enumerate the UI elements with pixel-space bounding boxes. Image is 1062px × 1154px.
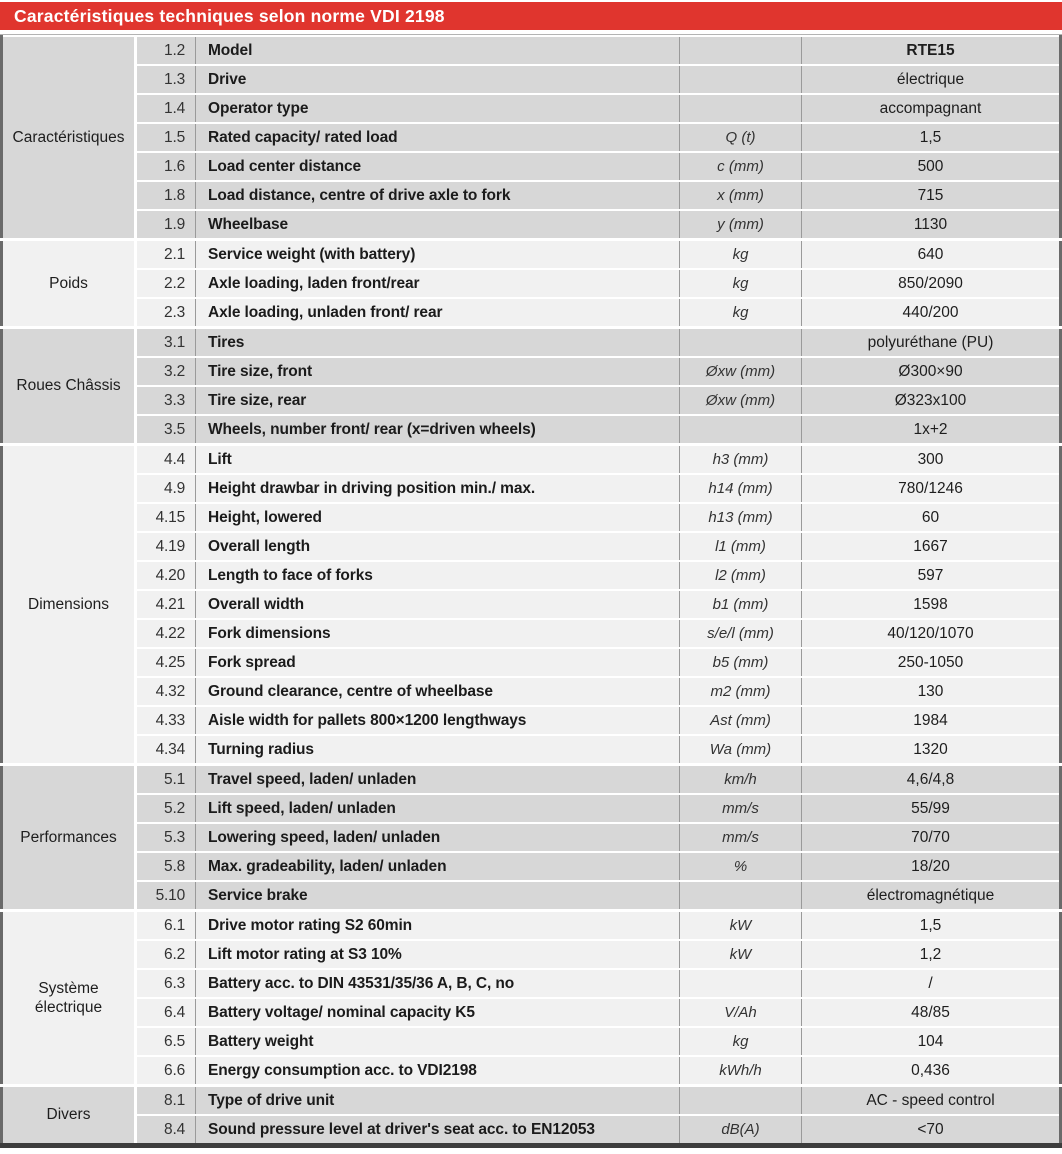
table-row bbox=[2, 881, 1061, 911]
value-cell: 1984 bbox=[802, 706, 1061, 735]
unit-cell bbox=[680, 36, 802, 65]
row-number-cell: 5.2 bbox=[136, 794, 196, 823]
description-cell: Axle loading, unladen front/ rear bbox=[196, 298, 680, 328]
description-cell: Wheelbase bbox=[196, 210, 680, 240]
unit-cell bbox=[680, 969, 802, 998]
value-cell: 1,5 bbox=[802, 911, 1061, 941]
value-cell: Ø300×90 bbox=[802, 357, 1061, 386]
row-number-cell: 4.34 bbox=[136, 735, 196, 765]
row-number-cell: 2.1 bbox=[136, 240, 196, 270]
row-number-cell: 4.19 bbox=[136, 532, 196, 561]
description-cell: Overall width bbox=[196, 590, 680, 619]
description-cell: Lowering speed, laden/ unladen bbox=[196, 823, 680, 852]
unit-cell: h14 (mm) bbox=[680, 474, 802, 503]
row-number-cell: 6.2 bbox=[136, 940, 196, 969]
row-number-cell: 4.25 bbox=[136, 648, 196, 677]
description-cell: Drive motor rating S2 60min bbox=[196, 911, 680, 941]
table-row bbox=[2, 532, 1061, 561]
row-number-cell: 6.3 bbox=[136, 969, 196, 998]
row-number-cell: 4.4 bbox=[136, 445, 196, 475]
row-number-cell: 1.9 bbox=[136, 210, 196, 240]
table-row bbox=[2, 1027, 1061, 1056]
unit-cell: kW bbox=[680, 911, 802, 941]
unit-cell: m2 (mm) bbox=[680, 677, 802, 706]
table-row bbox=[2, 94, 1061, 123]
description-cell: Model bbox=[196, 36, 680, 65]
value-cell: 1598 bbox=[802, 590, 1061, 619]
row-number-cell: 8.1 bbox=[136, 1086, 196, 1116]
table-row bbox=[2, 1115, 1061, 1146]
unit-cell: dB(A) bbox=[680, 1115, 802, 1146]
table-row bbox=[2, 328, 1061, 358]
row-number-cell: 4.32 bbox=[136, 677, 196, 706]
description-cell: Fork dimensions bbox=[196, 619, 680, 648]
table-row bbox=[2, 794, 1061, 823]
description-cell: Turning radius bbox=[196, 735, 680, 765]
table-row bbox=[2, 269, 1061, 298]
description-cell: Tires bbox=[196, 328, 680, 358]
datasheet-title-bar bbox=[0, 2, 1062, 30]
unit-cell: mm/s bbox=[680, 823, 802, 852]
table-row bbox=[2, 619, 1061, 648]
unit-cell: kg bbox=[680, 1027, 802, 1056]
description-cell: Travel speed, laden/ unladen bbox=[196, 765, 680, 795]
row-number-cell: 6.5 bbox=[136, 1027, 196, 1056]
description-cell: Ground clearance, centre of wheelbase bbox=[196, 677, 680, 706]
description-cell: Axle loading, laden front/rear bbox=[196, 269, 680, 298]
row-number-cell: 2.2 bbox=[136, 269, 196, 298]
row-number-cell: 4.33 bbox=[136, 706, 196, 735]
page-title: Caractéristiques techniques selon norme VDI 2198 bbox=[14, 5, 445, 26]
row-number-cell: 6.6 bbox=[136, 1056, 196, 1086]
row-number-cell: 1.4 bbox=[136, 94, 196, 123]
value-cell: électromagnétique bbox=[802, 881, 1061, 911]
value-cell: AC - speed control bbox=[802, 1086, 1061, 1116]
table-row bbox=[2, 415, 1061, 445]
value-cell: 250-1050 bbox=[802, 648, 1061, 677]
description-cell: Overall length bbox=[196, 532, 680, 561]
unit-cell: Q (t) bbox=[680, 123, 802, 152]
row-number-cell: 5.10 bbox=[136, 881, 196, 911]
unit-cell bbox=[680, 94, 802, 123]
table-row bbox=[2, 969, 1061, 998]
row-number-cell: 5.1 bbox=[136, 765, 196, 795]
table-row bbox=[2, 590, 1061, 619]
row-number-cell: 1.2 bbox=[136, 36, 196, 65]
value-cell: 440/200 bbox=[802, 298, 1061, 328]
table-row bbox=[2, 36, 1061, 65]
description-cell: Tire size, rear bbox=[196, 386, 680, 415]
table-row bbox=[2, 940, 1061, 969]
unit-cell bbox=[680, 881, 802, 911]
row-number-cell: 4.9 bbox=[136, 474, 196, 503]
table-row bbox=[2, 561, 1061, 590]
value-cell: 1667 bbox=[802, 532, 1061, 561]
value-cell: 1,5 bbox=[802, 123, 1061, 152]
row-number-cell: 3.2 bbox=[136, 357, 196, 386]
table-row bbox=[2, 152, 1061, 181]
unit-cell: l1 (mm) bbox=[680, 532, 802, 561]
description-cell: Sound pressure level at driver's seat acc. to EN12053 bbox=[196, 1115, 680, 1146]
table-row bbox=[2, 240, 1061, 270]
description-cell: Tire size, front bbox=[196, 357, 680, 386]
table-row bbox=[2, 123, 1061, 152]
row-number-cell: 2.3 bbox=[136, 298, 196, 328]
value-cell: électrique bbox=[802, 65, 1061, 94]
description-cell: Lift motor rating at S3 10% bbox=[196, 940, 680, 969]
unit-cell bbox=[680, 65, 802, 94]
row-number-cell: 1.6 bbox=[136, 152, 196, 181]
unit-cell: Øxw (mm) bbox=[680, 386, 802, 415]
row-number-cell: 3.3 bbox=[136, 386, 196, 415]
value-cell: 715 bbox=[802, 181, 1061, 210]
description-cell: Lift bbox=[196, 445, 680, 475]
table-row bbox=[2, 445, 1061, 475]
unit-cell: x (mm) bbox=[680, 181, 802, 210]
description-cell: Drive bbox=[196, 65, 680, 94]
unit-cell bbox=[680, 415, 802, 445]
unit-cell: kg bbox=[680, 240, 802, 270]
description-cell: Height drawbar in driving position min./ max. bbox=[196, 474, 680, 503]
section-label: Divers bbox=[2, 1086, 136, 1146]
row-number-cell: 1.3 bbox=[136, 65, 196, 94]
row-number-cell: 5.8 bbox=[136, 852, 196, 881]
table-row bbox=[2, 386, 1061, 415]
value-cell: 40/120/1070 bbox=[802, 619, 1061, 648]
table-row bbox=[2, 210, 1061, 240]
value-cell: 0,436 bbox=[802, 1056, 1061, 1086]
description-cell: Service weight (with battery) bbox=[196, 240, 680, 270]
table-row bbox=[2, 503, 1061, 532]
description-cell: Battery acc. to DIN 43531/35/36 A, B, C, no bbox=[196, 969, 680, 998]
value-cell: 780/1246 bbox=[802, 474, 1061, 503]
description-cell: Type of drive unit bbox=[196, 1086, 680, 1116]
table-row bbox=[2, 298, 1061, 328]
value-cell: RTE15 bbox=[802, 36, 1061, 65]
unit-cell: Øxw (mm) bbox=[680, 357, 802, 386]
table-row bbox=[2, 706, 1061, 735]
description-cell: Load center distance bbox=[196, 152, 680, 181]
table-row bbox=[2, 648, 1061, 677]
section-label: Caractéristiques bbox=[2, 36, 136, 240]
value-cell: 500 bbox=[802, 152, 1061, 181]
table-row bbox=[2, 823, 1061, 852]
row-number-cell: 4.22 bbox=[136, 619, 196, 648]
description-cell: Aisle width for pallets 800×1200 lengthways bbox=[196, 706, 680, 735]
table-row bbox=[2, 1086, 1061, 1116]
value-cell: 1130 bbox=[802, 210, 1061, 240]
table-row bbox=[2, 181, 1061, 210]
value-cell: 70/70 bbox=[802, 823, 1061, 852]
description-cell: Fork spread bbox=[196, 648, 680, 677]
value-cell: polyuréthane (PU) bbox=[802, 328, 1061, 358]
description-cell: Service brake bbox=[196, 881, 680, 911]
table-row bbox=[2, 998, 1061, 1027]
value-cell: 130 bbox=[802, 677, 1061, 706]
row-number-cell: 5.3 bbox=[136, 823, 196, 852]
section-label: Système électrique bbox=[2, 911, 136, 1086]
table-row bbox=[2, 735, 1061, 765]
unit-cell bbox=[680, 328, 802, 358]
row-number-cell: 1.8 bbox=[136, 181, 196, 210]
table-row bbox=[2, 474, 1061, 503]
table-row bbox=[2, 852, 1061, 881]
unit-cell: y (mm) bbox=[680, 210, 802, 240]
value-cell: 48/85 bbox=[802, 998, 1061, 1027]
description-cell: Max. gradeability, laden/ unladen bbox=[196, 852, 680, 881]
unit-cell: b1 (mm) bbox=[680, 590, 802, 619]
unit-cell: mm/s bbox=[680, 794, 802, 823]
unit-cell: kg bbox=[680, 298, 802, 328]
table-row bbox=[2, 1056, 1061, 1086]
description-cell: Height, lowered bbox=[196, 503, 680, 532]
description-cell: Load distance, centre of drive axle to fork bbox=[196, 181, 680, 210]
row-number-cell: 1.5 bbox=[136, 123, 196, 152]
value-cell: 1x+2 bbox=[802, 415, 1061, 445]
description-cell: Energy consumption acc. to VDI2198 bbox=[196, 1056, 680, 1086]
section-label: Performances bbox=[2, 765, 136, 911]
row-number-cell: 4.21 bbox=[136, 590, 196, 619]
row-number-cell: 8.4 bbox=[136, 1115, 196, 1146]
value-cell: accompagnant bbox=[802, 94, 1061, 123]
description-cell: Lift speed, laden/ unladen bbox=[196, 794, 680, 823]
value-cell: 55/99 bbox=[802, 794, 1061, 823]
unit-cell: kW bbox=[680, 940, 802, 969]
value-cell: 18/20 bbox=[802, 852, 1061, 881]
spec-table-body bbox=[2, 36, 1061, 1146]
unit-cell: Wa (mm) bbox=[680, 735, 802, 765]
description-cell: Battery weight bbox=[196, 1027, 680, 1056]
unit-cell: h3 (mm) bbox=[680, 445, 802, 475]
description-cell: Rated capacity/ rated load bbox=[196, 123, 680, 152]
unit-cell: kg bbox=[680, 269, 802, 298]
row-number-cell: 3.1 bbox=[136, 328, 196, 358]
description-cell: Operator type bbox=[196, 94, 680, 123]
value-cell: 597 bbox=[802, 561, 1061, 590]
unit-cell: s/e/l (mm) bbox=[680, 619, 802, 648]
value-cell: 4,6/4,8 bbox=[802, 765, 1061, 795]
unit-cell: c (mm) bbox=[680, 152, 802, 181]
table-row bbox=[2, 677, 1061, 706]
table-row bbox=[2, 65, 1061, 94]
section-label: Poids bbox=[2, 240, 136, 328]
value-cell: Ø323x100 bbox=[802, 386, 1061, 415]
section-label: Roues Châssis bbox=[2, 328, 136, 445]
unit-cell: V/Ah bbox=[680, 998, 802, 1027]
spec-table-wrapper bbox=[0, 34, 1062, 1148]
value-cell: <70 bbox=[802, 1115, 1061, 1146]
unit-cell bbox=[680, 1086, 802, 1116]
unit-cell: kWh/h bbox=[680, 1056, 802, 1086]
spec-table bbox=[0, 35, 1062, 1148]
table-row bbox=[2, 357, 1061, 386]
table-row bbox=[2, 765, 1061, 795]
value-cell: 300 bbox=[802, 445, 1061, 475]
unit-cell: b5 (mm) bbox=[680, 648, 802, 677]
value-cell: 640 bbox=[802, 240, 1061, 270]
unit-cell: km/h bbox=[680, 765, 802, 795]
section-label: Dimensions bbox=[2, 445, 136, 765]
value-cell: 104 bbox=[802, 1027, 1061, 1056]
value-cell: 1320 bbox=[802, 735, 1061, 765]
table-row bbox=[2, 911, 1061, 941]
row-number-cell: 4.15 bbox=[136, 503, 196, 532]
unit-cell: h13 (mm) bbox=[680, 503, 802, 532]
value-cell: / bbox=[802, 969, 1061, 998]
row-number-cell: 6.1 bbox=[136, 911, 196, 941]
description-cell: Length to face of forks bbox=[196, 561, 680, 590]
row-number-cell: 4.20 bbox=[136, 561, 196, 590]
row-number-cell: 3.5 bbox=[136, 415, 196, 445]
value-cell: 850/2090 bbox=[802, 269, 1061, 298]
value-cell: 60 bbox=[802, 503, 1061, 532]
value-cell: 1,2 bbox=[802, 940, 1061, 969]
description-cell: Battery voltage/ nominal capacity K5 bbox=[196, 998, 680, 1027]
unit-cell: % bbox=[680, 852, 802, 881]
unit-cell: l2 (mm) bbox=[680, 561, 802, 590]
unit-cell: Ast (mm) bbox=[680, 706, 802, 735]
row-number-cell: 6.4 bbox=[136, 998, 196, 1027]
description-cell: Wheels, number front/ rear (x=driven wheels) bbox=[196, 415, 680, 445]
